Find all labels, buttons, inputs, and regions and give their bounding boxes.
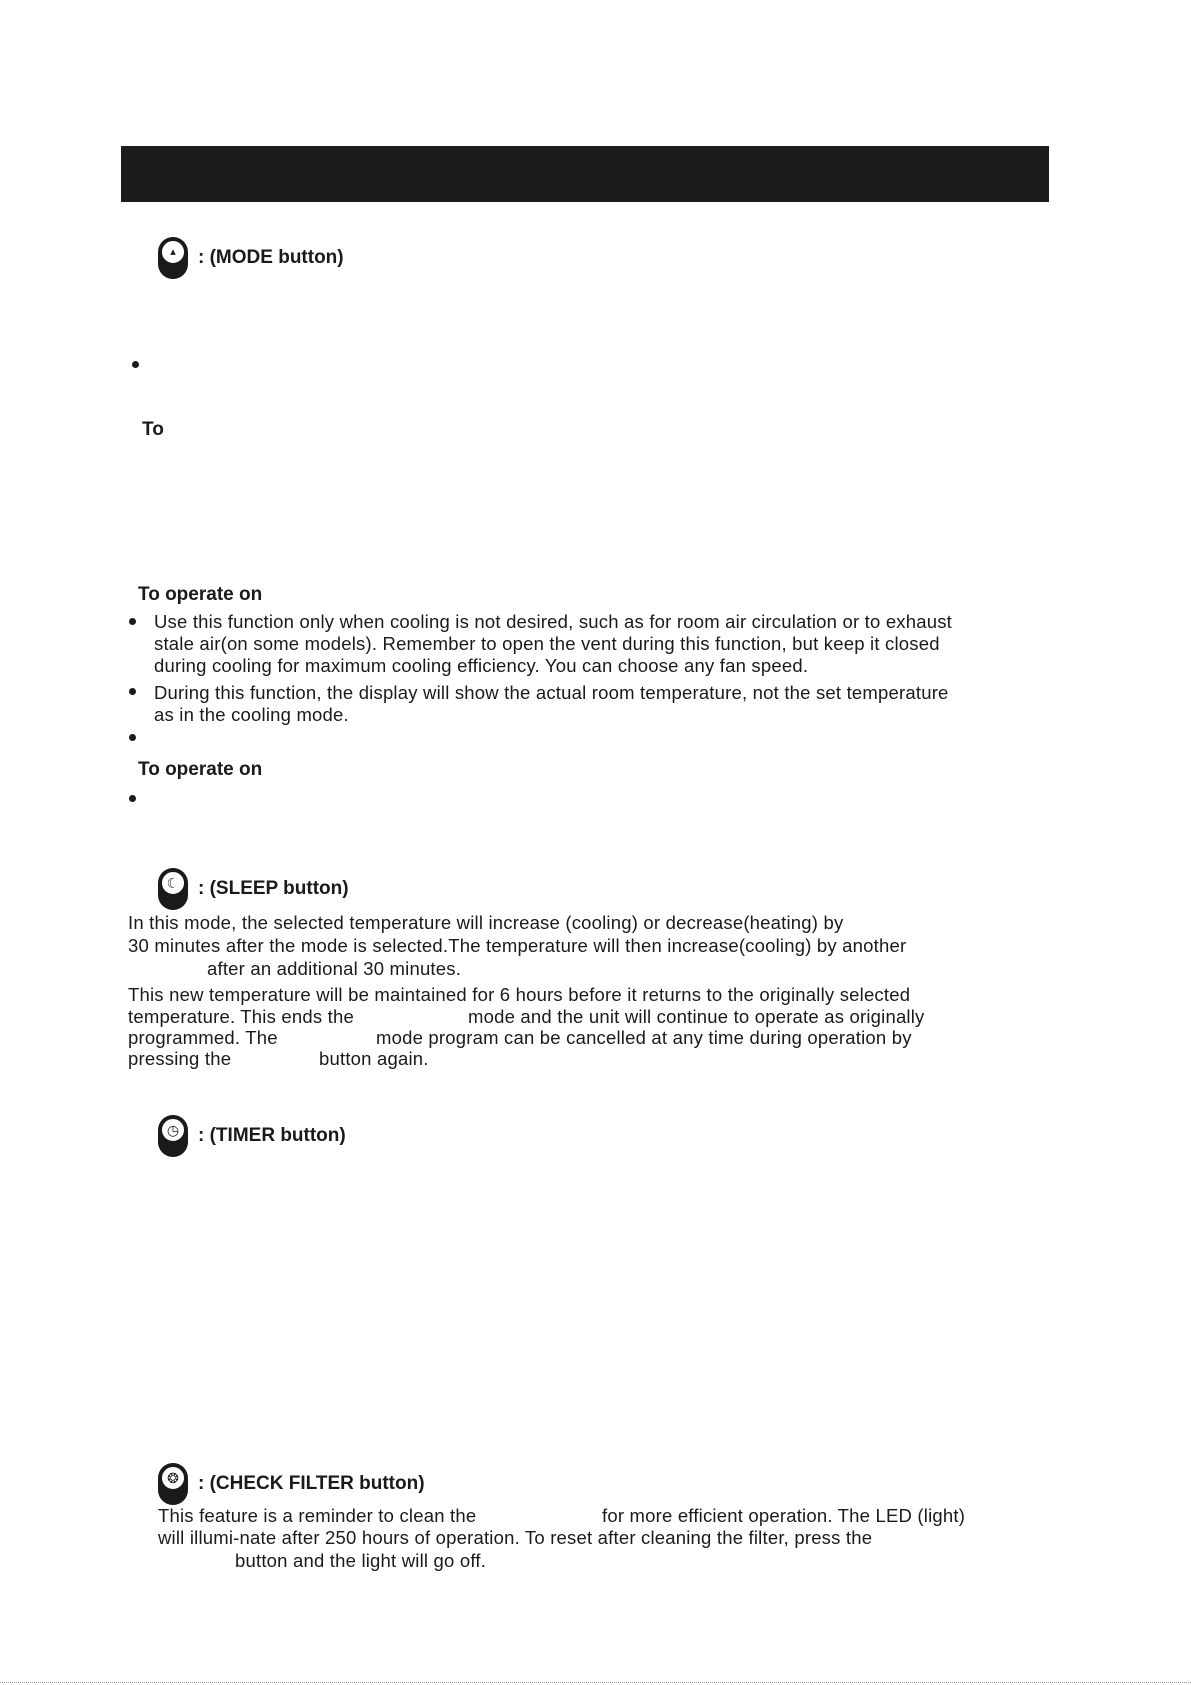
sleep-line-5a: temperature. This ends the (128, 1006, 354, 1027)
mode-button-icon: ▴ (158, 237, 188, 279)
timer-title-text: : (TIMER button) (198, 1125, 346, 1146)
fan-bullet-1-line-3: during cooling for maximum cooling efficiency. You can choose any fan speed. (154, 655, 809, 676)
bullet (129, 688, 136, 695)
bottom-rule (0, 1682, 1191, 1683)
check-filter-line-1a: This feature is a reminder to clean the (158, 1505, 477, 1526)
sleep-line-6b: mode program can be cancelled at any time during operation by (376, 1027, 912, 1048)
bullet (132, 361, 139, 368)
second-heading: To operate on (138, 759, 263, 780)
mode-to-label: To (142, 419, 164, 440)
sleep-line-7b: button again. (319, 1048, 429, 1069)
sleep-button-icon: ☾ (158, 868, 188, 910)
sleep-line-6a: programmed. The (128, 1027, 278, 1048)
check-filter-button-icon: ❂ (158, 1463, 188, 1505)
fan-heading: To operate on (138, 584, 263, 605)
fan-bullet-1-line-2: stale air(on some models). Remember to open the vent during this function, but keep it closed (154, 633, 940, 654)
sleep-section-title (158, 868, 349, 910)
bullet (129, 795, 136, 802)
sleep-line-4: This new temperature will be maintained for 6 hours before it returns to the originally selected (128, 984, 911, 1005)
sleep-line-7a: pressing the (128, 1048, 232, 1069)
check-filter-line-3: button and the light will go off. (235, 1550, 487, 1571)
check-filter-title-text: : (CHECK FILTER button) (198, 1473, 425, 1494)
sleep-line-5b: mode and the unit will continue to operate as originally (468, 1006, 925, 1027)
header-bar (121, 146, 1049, 202)
timer-section-title (158, 1115, 346, 1157)
bullet (129, 618, 136, 625)
check-filter-section-title (158, 1463, 425, 1505)
sleep-line-2: 30 minutes after the mode is selected.The temperature will then increase(cooling) by another (128, 935, 907, 956)
mode-section-title (158, 237, 344, 279)
check-filter-line-2: will illumi-nate after 250 hours of operation. To reset after cleaning the filter, press the (158, 1527, 873, 1548)
timer-button-icon: ◷ (158, 1115, 188, 1157)
fan-bullet-2-line-1: During this function, the display will show the actual room temperature, not the set temperature (154, 682, 949, 703)
check-filter-line-1b: for more efficient operation. The LED (light) (602, 1505, 966, 1526)
bullet (129, 734, 136, 741)
sleep-title-text: : (SLEEP button) (198, 878, 349, 899)
mode-title-text: : (MODE button) (198, 247, 344, 268)
sleep-line-3: after an additional 30 minutes. (207, 958, 462, 979)
fan-bullet-2-line-2: as in the cooling mode. (154, 704, 349, 725)
fan-bullet-1-line-1: Use this function only when cooling is not desired, such as for room air circulation or to exhaust (154, 611, 953, 632)
sleep-line-1: In this mode, the selected temperature will increase (cooling) or decrease(heating) by (128, 912, 844, 933)
